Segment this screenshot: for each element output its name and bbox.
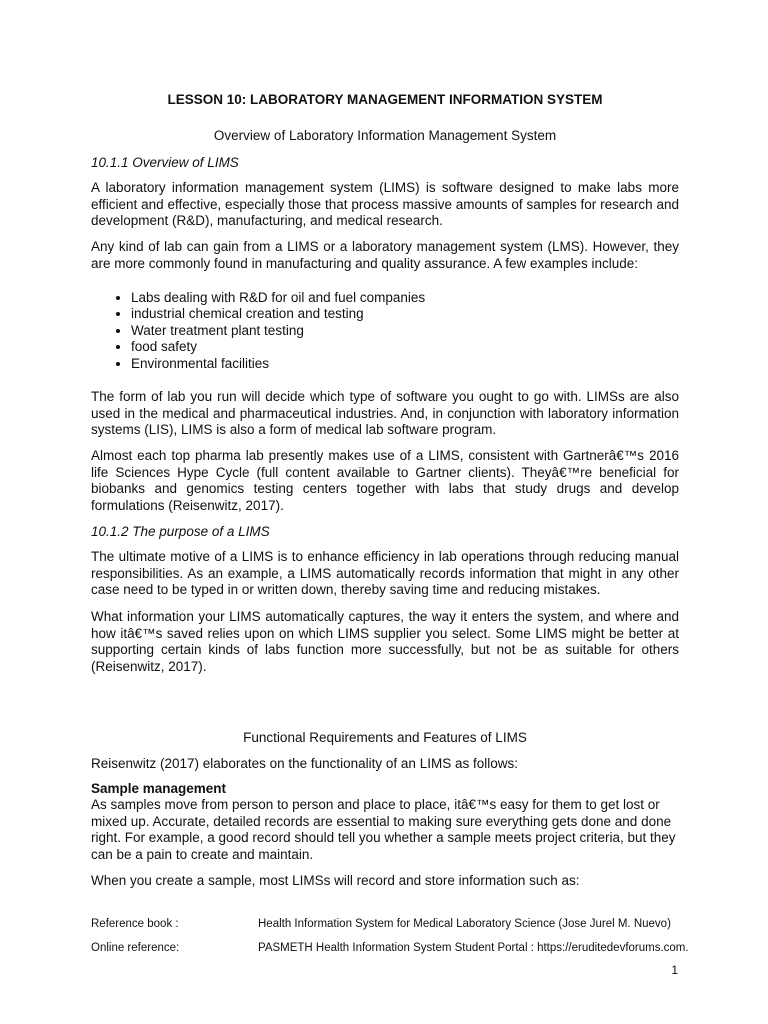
paragraph-lims-capture: What information your LIMS automatically captures, the way it enters the system, and where and how itâ€™s saved relies upon on which LIMS supplier you select. Some LIMS might be better at supporting certain kinds of labs function more successfully, but not be as suitable for others (Reisenwitz, 2017). (91, 609, 679, 675)
list-item: • Water treatment plant testing (131, 323, 425, 339)
paragraph-functionality-intro: Reisenwitz (2017) elaborates on the functionality of an LIMS as follows: (91, 756, 518, 771)
lesson-title: LESSON 10: LABORATORY MANAGEMENT INFORMATION SYSTEM (167, 92, 603, 107)
sample-management-heading: Sample management (91, 781, 227, 796)
paragraph-sample-management: As samples move from person to person and place to place, itâ€™s easy for them to get lost or mixed up. Accurate, detailed records are essential to making sure everything gets done and done right. For example, a good record should tell you whether a sample meets project criteria, but they can be a pain to create and maintain. (91, 797, 676, 863)
paragraph-lab-types: Any kind of lab can gain from a LIMS or a laboratory management system (LMS). However, they are more commonly found in manufacturing and quality assurance. A few examples include: (91, 239, 679, 271)
list-item: • industrial chemical creation and testing (131, 306, 425, 322)
paragraph-sample-info: When you create a sample, most LIMSs will record and store information such as: (91, 873, 580, 888)
paragraph-lims-definition: A laboratory information management system (LIMS) is software designed to make labs more efficient and effective, especially those that process massive amounts of samples for research and development (R&D), manufacturing, and medical research. (91, 180, 679, 229)
paragraph-software-choice: The form of lab you run will decide which type of software you ought to go with. LIMSs are also used in the medical and pharmaceutical industries. And, in conjunction with laboratory information systems (LIS), LIMS is also a form of medical lab software program. (91, 389, 679, 438)
section-heading-10-1-2: 10.1.2 The purpose of a LIMS (91, 524, 270, 539)
paragraph-pharma-labs: Almost each top pharma lab presently makes use of a LIMS, consistent with Gartnerâ€™s 2016 life Sciences Hype Cycle (full content available to Gartner clients). Theyâ€™re beneficial for biobanks and genomics testing centers together with labs that study drugs and develop formulations (Reisenwitz, 2017). (91, 448, 679, 514)
section-heading-10-1-1: 10.1.1 Overview of LIMS (91, 155, 239, 170)
overview-heading: Overview of Laboratory Information Management System (213, 128, 557, 143)
online-reference-label: Online reference: (91, 942, 180, 954)
lab-examples-list (91, 290, 425, 372)
paragraph-lims-purpose: The ultimate motive of a LIMS is to enhance efficiency in lab operations through reducing manual responsibilities. As an example, a LIMS automatically records information that might in any other case need to be typed in or written down, thereby saving time and reducing mistakes. (91, 549, 679, 598)
list-item: • Environmental facilities (131, 356, 425, 372)
online-reference-value: PASMETH Health Information System Student Portal : https://eruditedevforums.com. (258, 942, 689, 954)
list-item: • food safety (131, 339, 425, 355)
functional-requirements-heading: Functional Requirements and Features of LIMS (243, 730, 527, 745)
list-item: • Labs dealing with R&D for oil and fuel companies (131, 290, 425, 306)
reference-book-value: Health Information System for Medical Laboratory Science (Jose Jurel M. Nuevo) (258, 918, 671, 930)
reference-book-label: Reference book : (91, 918, 179, 930)
page-number: 1 (671, 963, 678, 977)
